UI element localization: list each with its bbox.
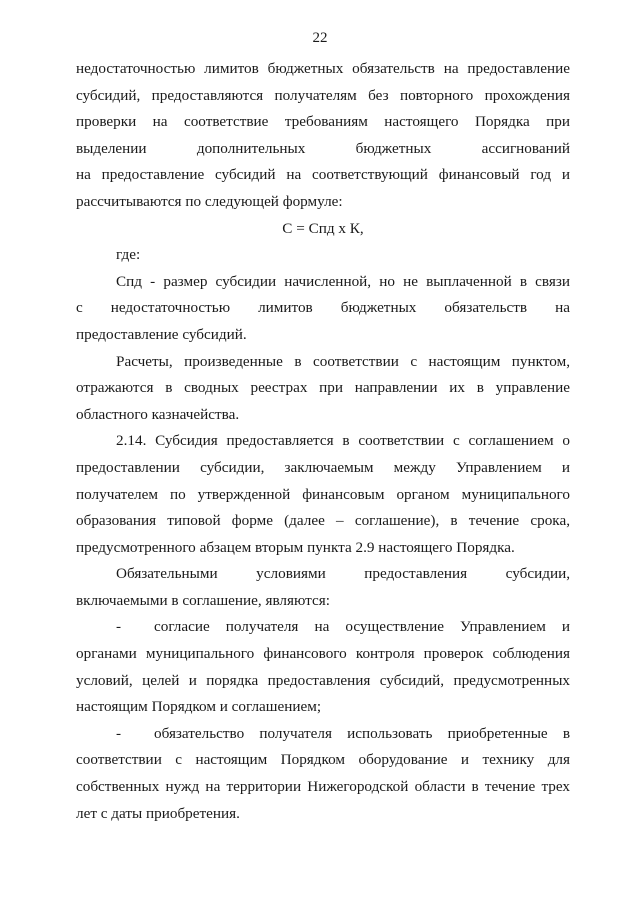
where-label: где: [116,246,141,264]
paragraph-line: недостаточностью лимитов бюджетных обязательств на предоставление [76,60,570,77]
list-item [76,614,570,720]
definition-line: Спд - размер субсидии начисленной, но не выплаченной в связи [116,272,570,290]
document-body [76,56,570,827]
definition-line: с недостаточностью лимитов бюджетных обязательств на [76,299,570,317]
list-dash: - [116,618,122,636]
conditions-line: Обязательными условиями предоставления субсидии, [116,565,570,583]
paragraph-2-14: 2.14. Субсидия предоставляется в соответствии с соглашением о предоставлении субсидии, заключаемым между Управлением и получателем по утвержденной финансовым органом муниципального образования типовой форме (далее – соглашение), в течение срока, предусмотренного абзацем вторым пункта 2.9 настоящего Порядка. [76,432,570,556]
paragraph-line: проверки на соответствие требованиям настоящего Порядка при [76,113,570,131]
formula: С = Спд х К, [282,219,364,237]
paragraph-line: выделении дополнительных бюджетных ассигнований [76,139,570,157]
list-item [76,721,570,827]
list-dash: - [116,724,122,742]
conditions-line: включаемыми в соглашение, являются: [76,591,330,609]
paragraph-line: субсидий, предоставляются получателям без повторного прохождения [76,86,570,104]
page-number: 22 [312,30,328,46]
definition-line: предоставление субсидий. [76,325,247,343]
list-item-text: согласие получателя на осуществление Управлением и органами муниципального финансового контроля проверок соблюдения условий, целей и порядка предоставления субсидий, предусмотренных настоящим Порядком и соглашением; [76,618,570,716]
paragraph-line: рассчитываются по следующей формуле: [76,192,343,210]
list-item-text: обязательство получателя использовать приобретенные в соответствии с настоящим Порядком оборудование и технику для собственных нужд на территории Нижегородской области в течение трех лет с даты приобретения. [76,724,570,822]
paragraph-line: на предоставление субсидий на соответствующий финансовый год и [76,166,570,184]
paragraph-calculations: Расчеты, произведенные в соответствии с настоящим пунктом, отражаются в сводных реестрах при направлении их в управление областного казначейства. [76,352,570,423]
